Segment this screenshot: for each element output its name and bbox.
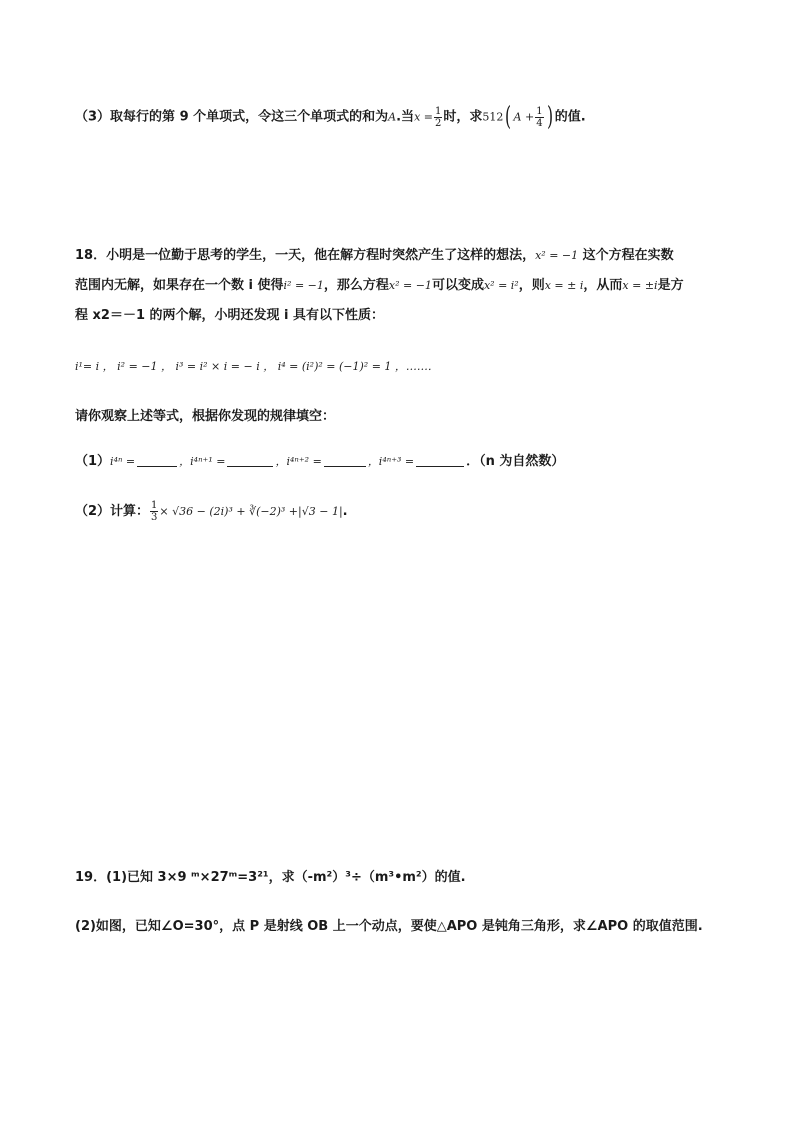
q17-suffix: 的值. <box>554 109 586 125</box>
q18-line1 <box>75 246 674 266</box>
fraction-one-half: $\frac{1}{2}$ <box>434 105 442 129</box>
q17-when: .当 <box>396 109 415 125</box>
q18-text-2c: 可以变成 <box>431 278 484 293</box>
q18-part1 <box>75 452 564 472</box>
natural-number-note: ．（n 为自然数） <box>466 454 565 469</box>
q17-part3: （3）取每行的第 9 个单项式，令这三个单项式的和为A.当x = $\frac{1}{2}$ 时，求512( A + $\frac{1}{4}$ ) 的值. <box>75 102 586 132</box>
q18-properties <box>75 357 439 377</box>
q18-line3: 程 x2＝－1 的两个解，小明还发现 i 具有以下性质： <box>75 308 385 323</box>
i-powers-properties: i¹= i ， i² = −1 ， i³ = i² × i = − i ， i⁴ = (i²)² = (−1)² = 1 ，……． <box>75 360 439 373</box>
answer-blank-4[interactable] <box>416 453 464 467</box>
q17-then: 时，求 <box>443 109 483 125</box>
i-4n-plus-3: ，i⁴ⁿ⁺³ = <box>367 455 415 468</box>
q19-part1: 19．(1)已知 3×9 ᵐ×27ᵐ=3²¹，求（-m²）³÷（m³•m²）的值. <box>75 870 466 885</box>
x-eq: x = <box>414 110 433 124</box>
coefficient: 512 <box>482 110 504 124</box>
q17-part3-prefix: （3）取每行的第 9 个单项式，令这三个单项式的和为 <box>75 109 389 125</box>
fraction-one-quarter: $\frac{1}{4}$ <box>536 105 543 129</box>
q18-text-2b: ，那么方程 <box>323 278 389 293</box>
q19-part2: (2)如图，已知∠O=30°，点 P 是射线 OB 上一个动点，要使△APO 是钝角三角形，求∠APO 的取值范围. <box>75 919 703 934</box>
answer-blank-3[interactable] <box>324 453 366 467</box>
calc-end: . <box>342 504 348 519</box>
q18-observe: 请你观察上述等式，根据你发现的规律填空： <box>75 409 336 424</box>
i-4n: i⁴ⁿ = <box>110 455 136 468</box>
eq-x2-i2: x² = i² <box>483 279 519 292</box>
q18-text-2a: 范围内无解，如果存在一个数 i 使得 <box>75 278 284 293</box>
calc-expression: × √36 − (2i)³ + ∛(−2)³ + <box>159 505 299 518</box>
i-4n-plus-1: ，i⁴ⁿ⁺¹ = <box>179 455 226 468</box>
abs-expression: |√3 − 1| <box>298 505 343 518</box>
answer-blank-1[interactable] <box>137 453 177 467</box>
part2-label: （2）计算： <box>75 504 150 519</box>
part1-label: （1） <box>75 454 111 469</box>
inner-a: A + <box>513 110 535 124</box>
q18-part2 <box>75 500 348 523</box>
q18-text-2e: ，从而 <box>583 278 623 293</box>
eq-i-squared: i² = −1 <box>283 279 324 292</box>
eq-x-squared-2: x² = −1 <box>388 279 432 292</box>
q18-text-2d: ，则 <box>518 278 545 293</box>
q18-text-1b: 这个方程在实数 <box>578 248 674 263</box>
q18-text-1a: 18．小明是一位勤于思考的学生，一天，他在解方程时突然产生了这样的想法， <box>75 248 536 263</box>
var-a: A <box>388 110 397 124</box>
eq-x-pm-i: x = ± i <box>544 279 584 292</box>
fraction-one-third: $\frac{1}{3}$ <box>151 500 158 523</box>
answer-blank-2[interactable] <box>227 453 273 467</box>
i-4n-plus-2: ，i⁴ⁿ⁺² = <box>275 455 322 468</box>
q18-line2 <box>75 276 684 296</box>
eq-x-squared: x² = −1 <box>535 249 579 262</box>
eq-x-pm-i-2: x = ±i <box>622 279 658 292</box>
q18-text-2f: 是方 <box>657 278 684 293</box>
